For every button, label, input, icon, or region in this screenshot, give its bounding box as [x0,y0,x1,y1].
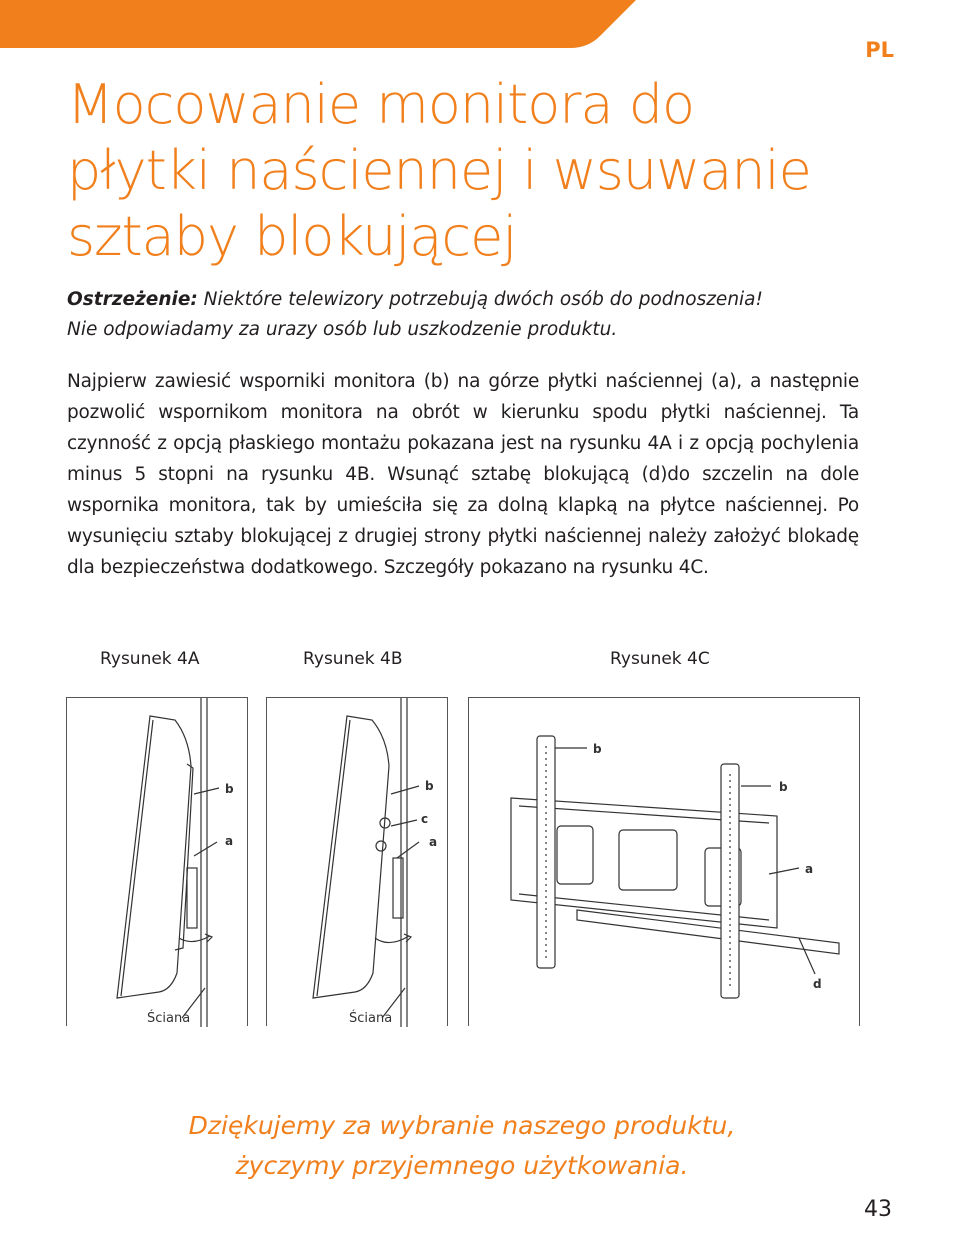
warning-note [67,285,867,345]
header-orange-band [0,0,636,48]
instructions-paragraph: Najpierw zawiesić wsporniki monitora (b) na górze płytki naściennej (a), a następnie pozwolić wspornikom monitora na obrót w kierunku spodu płytki naściennej. Ta czynność z opcją płaskiego montażu pokazana jest na rysunku 4A i z opcją pochylenia minus 5 stopni na rysunku 4B. Wsunąć sztabę blokującą (d)do szczelin na dole wspornika monitora, tak by umieściła się za dolną klapką na płytce naściennej. Po wysunięciu sztaby blokującej z drugiej strony płytki naściennej należy założyć blokadę dla bezpieczeństwa dodatkowego. Szczegóły pokazano na rysunku 4C. [67,371,859,578]
callout-a: a [805,862,814,876]
wall-label: Ściana [147,1011,191,1026]
figure-4b-illustration [267,698,449,1027]
figure-4b [266,697,448,1026]
thanks-line: życzymy przyjemnego użytkowania. [235,1151,689,1180]
title-line: płytki naściennej i wsuwanie [67,139,811,202]
figure-4a-label: Rysunek 4A [100,649,200,669]
title-line: Mocowanie monitora do [67,73,695,136]
wall-label: Ściana [349,1011,393,1026]
figure-4c-label: Rysunek 4C [610,649,710,669]
callout-a: a [225,834,234,848]
callout-b: b [779,780,788,794]
thank-you-message [0,1106,924,1186]
callout-b: b [225,782,234,796]
figure-4a [66,697,248,1026]
page-title [67,72,887,270]
figure-4c-illustration [469,698,861,1027]
warning-label: Ostrzeżenie: [67,289,198,310]
page-number: 43 [864,1197,892,1222]
title-line: sztaby blokującej [67,205,517,268]
warning-text: Niektóre telewizory potrzebują dwóch osób do podnoszenia! [197,289,763,310]
callout-a: a [429,835,438,849]
warning-text: Nie odpowiadamy za urazy osób lub uszkodzenie produktu. [67,319,618,340]
figure-4a-illustration [67,698,249,1027]
thanks-line: Dziękujemy za wybranie naszego produktu, [188,1111,736,1140]
callout-b: b [425,779,434,793]
callout-c: c [421,812,429,826]
language-tag: PL [865,38,894,62]
callout-d: d [813,977,822,991]
figure-4b-label: Rysunek 4B [303,649,403,669]
callout-b: b [593,742,602,756]
figure-4c [468,697,860,1026]
